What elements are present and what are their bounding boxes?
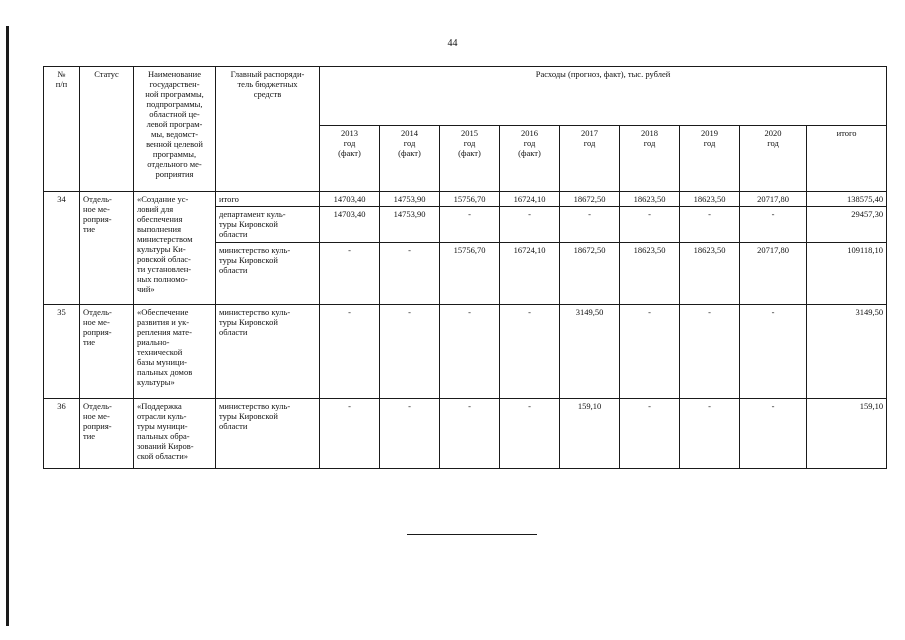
cell-2019: - [680,207,740,243]
row-program-name: «Поддержка отрасли куль- туры муници- пальных обра- зований Киров- ской области» [134,399,216,469]
cell-2018: - [620,207,680,243]
header-year-2018: 2018 год [620,126,680,192]
header-year-2014: 2014 год (факт) [380,126,440,192]
header-year-2017: 2017 год [560,126,620,192]
cell-2013: - [320,243,380,305]
header-program-name: Наименование государствен- ной программы, подпрограммы, областной це- левой програм- мы, ведомст- венной целевой программы, отдельного ме- роприятия [134,67,216,192]
budget-table [43,66,887,469]
cell-total: 109118,10 [807,243,887,305]
cell-total: 3149,50 [807,305,887,399]
header-expenses: Расходы (прогноз, факт), тыс. рублей [320,67,887,126]
row-status: Отдель- ное ме- роприя- тие [80,399,134,469]
cell-2020: 20717,80 [740,192,807,207]
cell-2018: 18623,50 [620,192,680,207]
cell-2015: - [440,207,500,243]
cell-2017: - [560,207,620,243]
cell-2019: - [680,399,740,469]
row-budget-manager: итого [216,192,320,207]
cell-2016: - [500,305,560,399]
header-total: итого [807,126,887,192]
cell-2017: 3149,50 [560,305,620,399]
cell-2016: 16724,10 [500,192,560,207]
table-row [44,305,887,399]
cell-total: 29457,30 [807,207,887,243]
table-row [44,192,887,207]
cell-2014: - [380,243,440,305]
header-row-top [44,67,887,126]
row-budget-manager: министерство куль- туры Кировской области [216,399,320,469]
cell-2014: 14753,90 [380,207,440,243]
row-number: 35 [44,305,80,399]
row-program-name: «Обеспечение развития и ук- репления мате- риально- технической базы муници- пальных домов культуры» [134,305,216,399]
header-status: Статус [80,67,134,192]
row-number: 36 [44,399,80,469]
cell-2013: - [320,305,380,399]
cell-2017: 18672,50 [560,243,620,305]
cell-2013: - [320,399,380,469]
row-budget-manager: министерство куль- туры Кировской области [216,243,320,305]
cell-2020: - [740,305,807,399]
cell-2014: - [380,305,440,399]
header-year-2013: 2013 год (факт) [320,126,380,192]
cell-2014: - [380,399,440,469]
cell-2020: 20717,80 [740,243,807,305]
cell-2018: 18623,50 [620,243,680,305]
row-budget-manager: департамент куль- туры Кировской области [216,207,320,243]
row-program-name: «Создание ус- ловий для обеспечения выполнения министерством культуры Ки- ровской облас- ти установлен- ных полномо- чий» [134,192,216,305]
cell-2019: - [680,305,740,399]
header-year-2020: 2020 год [740,126,807,192]
header-year-2016: 2016 год (факт) [500,126,560,192]
footer-separator-line [407,534,537,535]
cell-2013: 14703,40 [320,192,380,207]
cell-total: 138575,40 [807,192,887,207]
cell-2018: - [620,305,680,399]
cell-2019: 18623,50 [680,243,740,305]
header-num: № п/п [44,67,80,192]
cell-2015: 15756,70 [440,243,500,305]
cell-2017: 159,10 [560,399,620,469]
page-number: 44 [447,38,458,49]
row-number: 34 [44,192,80,305]
header-year-2015: 2015 год (факт) [440,126,500,192]
cell-2015: - [440,399,500,469]
cell-2020: - [740,399,807,469]
cell-2016: 16724,10 [500,243,560,305]
header-budget-manager: Главный распоряди- тель бюджетных средств [216,67,320,192]
cell-2016: - [500,207,560,243]
cell-2013: 14703,40 [320,207,380,243]
table-row [44,399,887,469]
row-status: Отдель- ное ме- роприя- тие [80,305,134,399]
row-budget-manager: министерство куль- туры Кировской области [216,305,320,399]
header-year-2019: 2019 год [680,126,740,192]
cell-2016: - [500,399,560,469]
cell-2019: 18623,50 [680,192,740,207]
cell-2014: 14753,90 [380,192,440,207]
cell-total: 159,10 [807,399,887,469]
scan-edge-line [6,26,9,626]
row-status: Отдель- ное ме- роприя- тие [80,192,134,305]
cell-2017: 18672,50 [560,192,620,207]
cell-2020: - [740,207,807,243]
cell-2015: 15756,70 [440,192,500,207]
cell-2015: - [440,305,500,399]
cell-2018: - [620,399,680,469]
